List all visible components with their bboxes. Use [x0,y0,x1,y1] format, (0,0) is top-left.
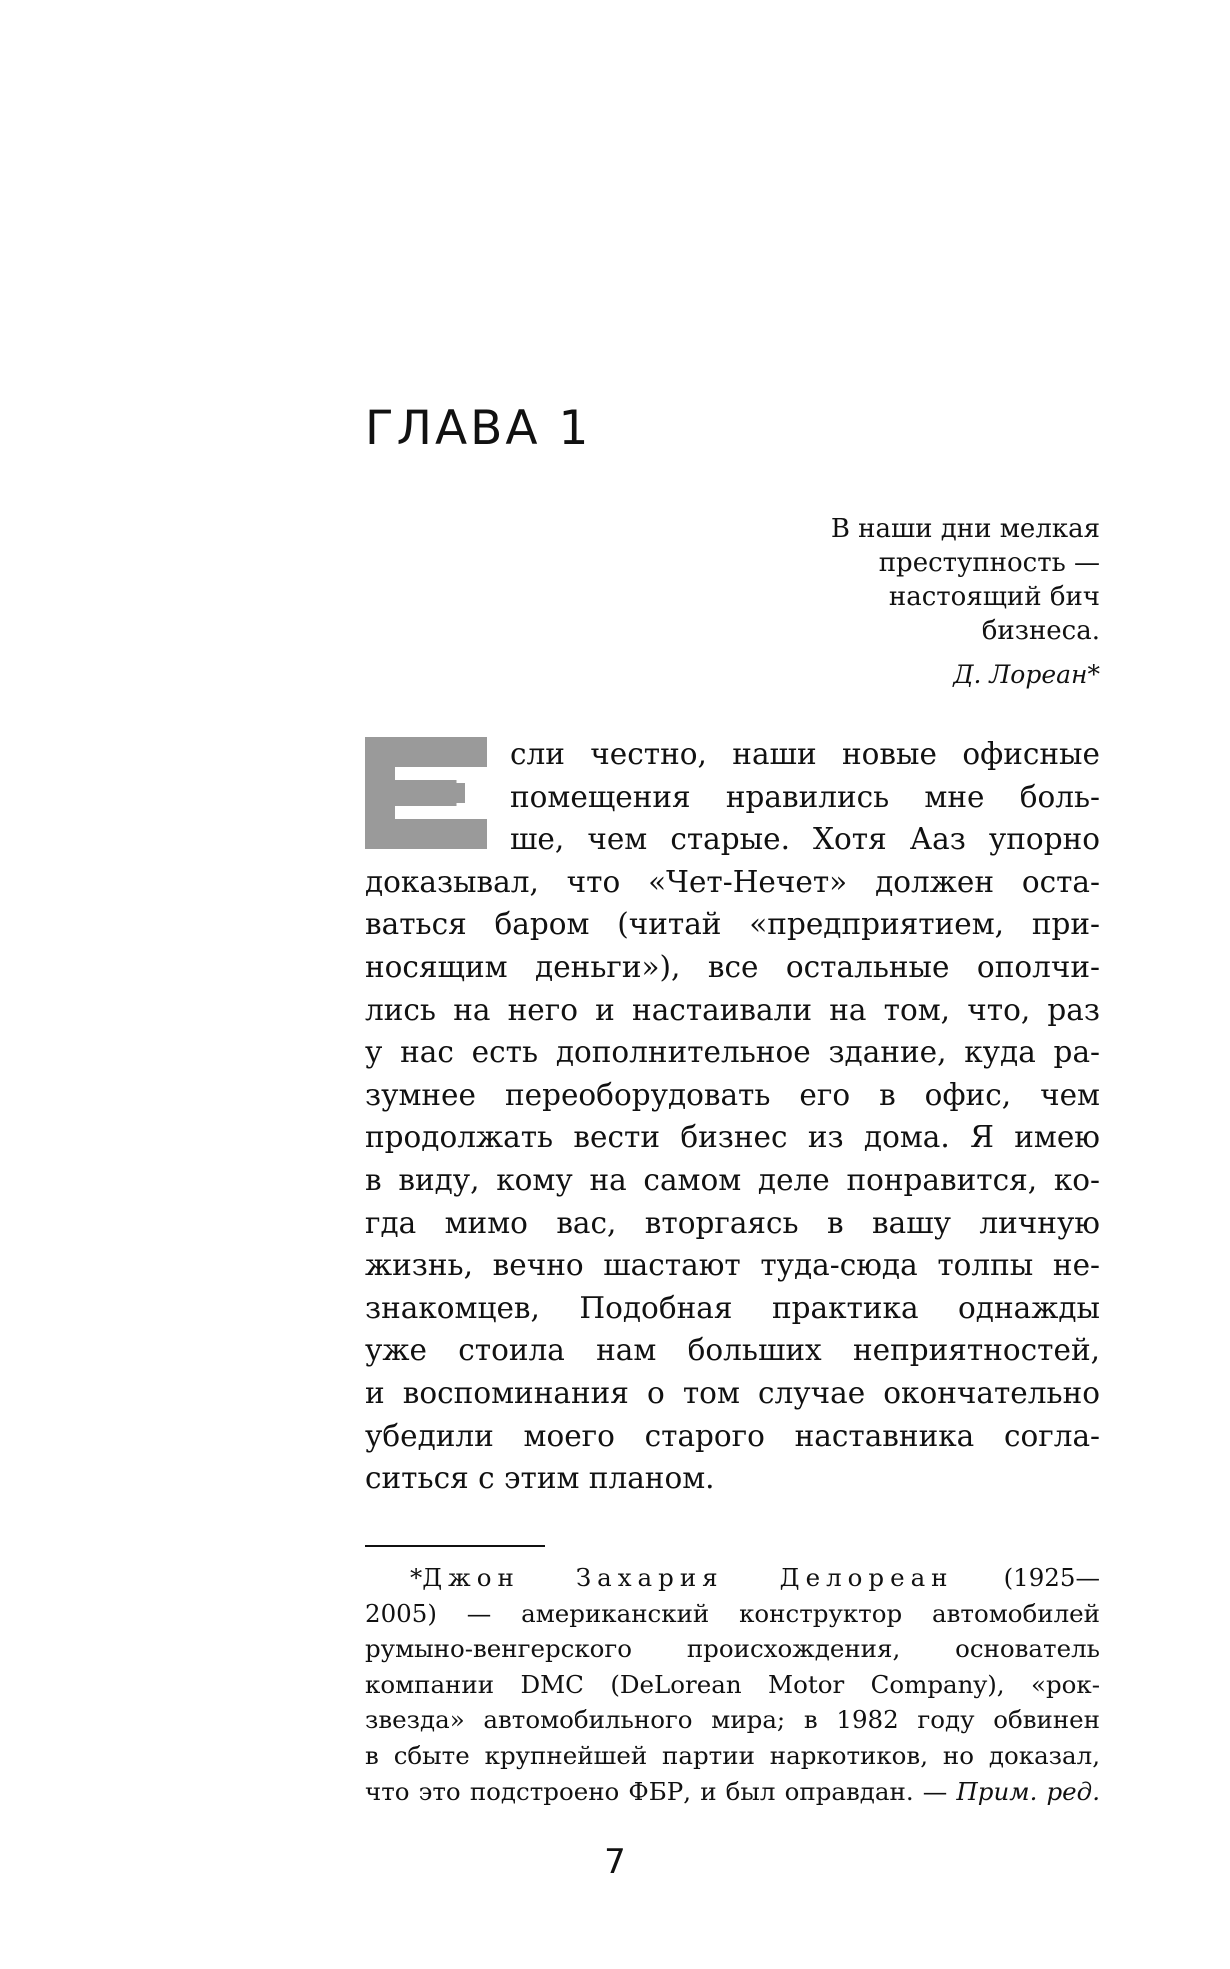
footnote-person-name: Джон Захария Делореан [422,1563,954,1592]
body-line: продолжать вести бизнес из дома. Я имею [365,1120,1100,1155]
chapter-title: ГЛАВА 1 [365,401,592,456]
body-line: ситься с этим планом. [365,1461,715,1496]
footnote-line: звезда» автомобильного мира; в 1982 году обвинен [365,1705,1100,1735]
body-line: уже стоила нам больших неприятностей, [365,1333,1100,1368]
page-number: 7 [604,1842,626,1882]
epigraph-line: преступность — [878,548,1100,578]
footnote-marker: * [410,1563,423,1592]
body-line: помещения нравились мне боль- [510,779,1100,814]
body-line: знакомцев, Подобная практика однажды [365,1290,1100,1325]
body-line: убедили моего старого наставника согла- [365,1418,1100,1453]
footnote-line: румыно-венгерского происхождения, основатель [365,1634,1100,1664]
body-line: жизнь, вечно шастают туда-сюда толпы не- [365,1248,1100,1283]
epigraph [680,512,1100,692]
footnote [365,1560,1100,1809]
epigraph-line: В наши дни мелкая [830,514,1100,544]
footnote-years-start: (1925— [1003,1563,1100,1592]
body-line: у нас есть дополнительное здание, куда ра- [365,1035,1100,1070]
footnote-last-text: что это подстроено ФБР, и был оправдан. — [365,1776,948,1806]
body-line: ше, чем старые. Хотя Ааз упорно [510,822,1100,857]
epigraph-line: настоящий бич [888,582,1100,612]
footnote-line: в сбыте крупнейшей партии наркотиков, но доказал, [365,1740,1100,1770]
epigraph-author: Д. Лореан* [953,660,1100,689]
body-line: лись на него и настаивали на том, что, раз [365,992,1100,1027]
body-line: носящим деньги»), все остальные ополчи- [365,949,1100,984]
footnote-line: компании DMC (DeLorean Motor Company), «рок- [365,1669,1100,1699]
footnote-last-line [365,1774,1100,1810]
body-line: сли честно, наши новые офисные [510,737,1100,771]
body-line: доказывал, что «Чет-Нечет» должен оста- [365,864,1100,899]
footnote-first-line [365,1560,1100,1596]
footnote-editor-note: Прим. ред. [956,1776,1100,1806]
body-line: и воспоминания о том случае окончательно [365,1375,1100,1410]
chapter-body-text [365,733,1100,1500]
footnote-divider [365,1545,545,1547]
body-line: гда мимо вас, вторгаясь в вашу личную [365,1205,1100,1240]
footnote-line: 2005) — американский конструктор автомобилей [365,1598,1100,1628]
epigraph-line: бизнеса. [981,616,1100,646]
body-line: ваться баром (читай «предприятием, при- [365,907,1100,942]
body-line: в виду, кому на самом деле понравится, ко- [365,1162,1100,1197]
body-line: зумнее переоборудовать его в офис, чем [365,1077,1100,1112]
